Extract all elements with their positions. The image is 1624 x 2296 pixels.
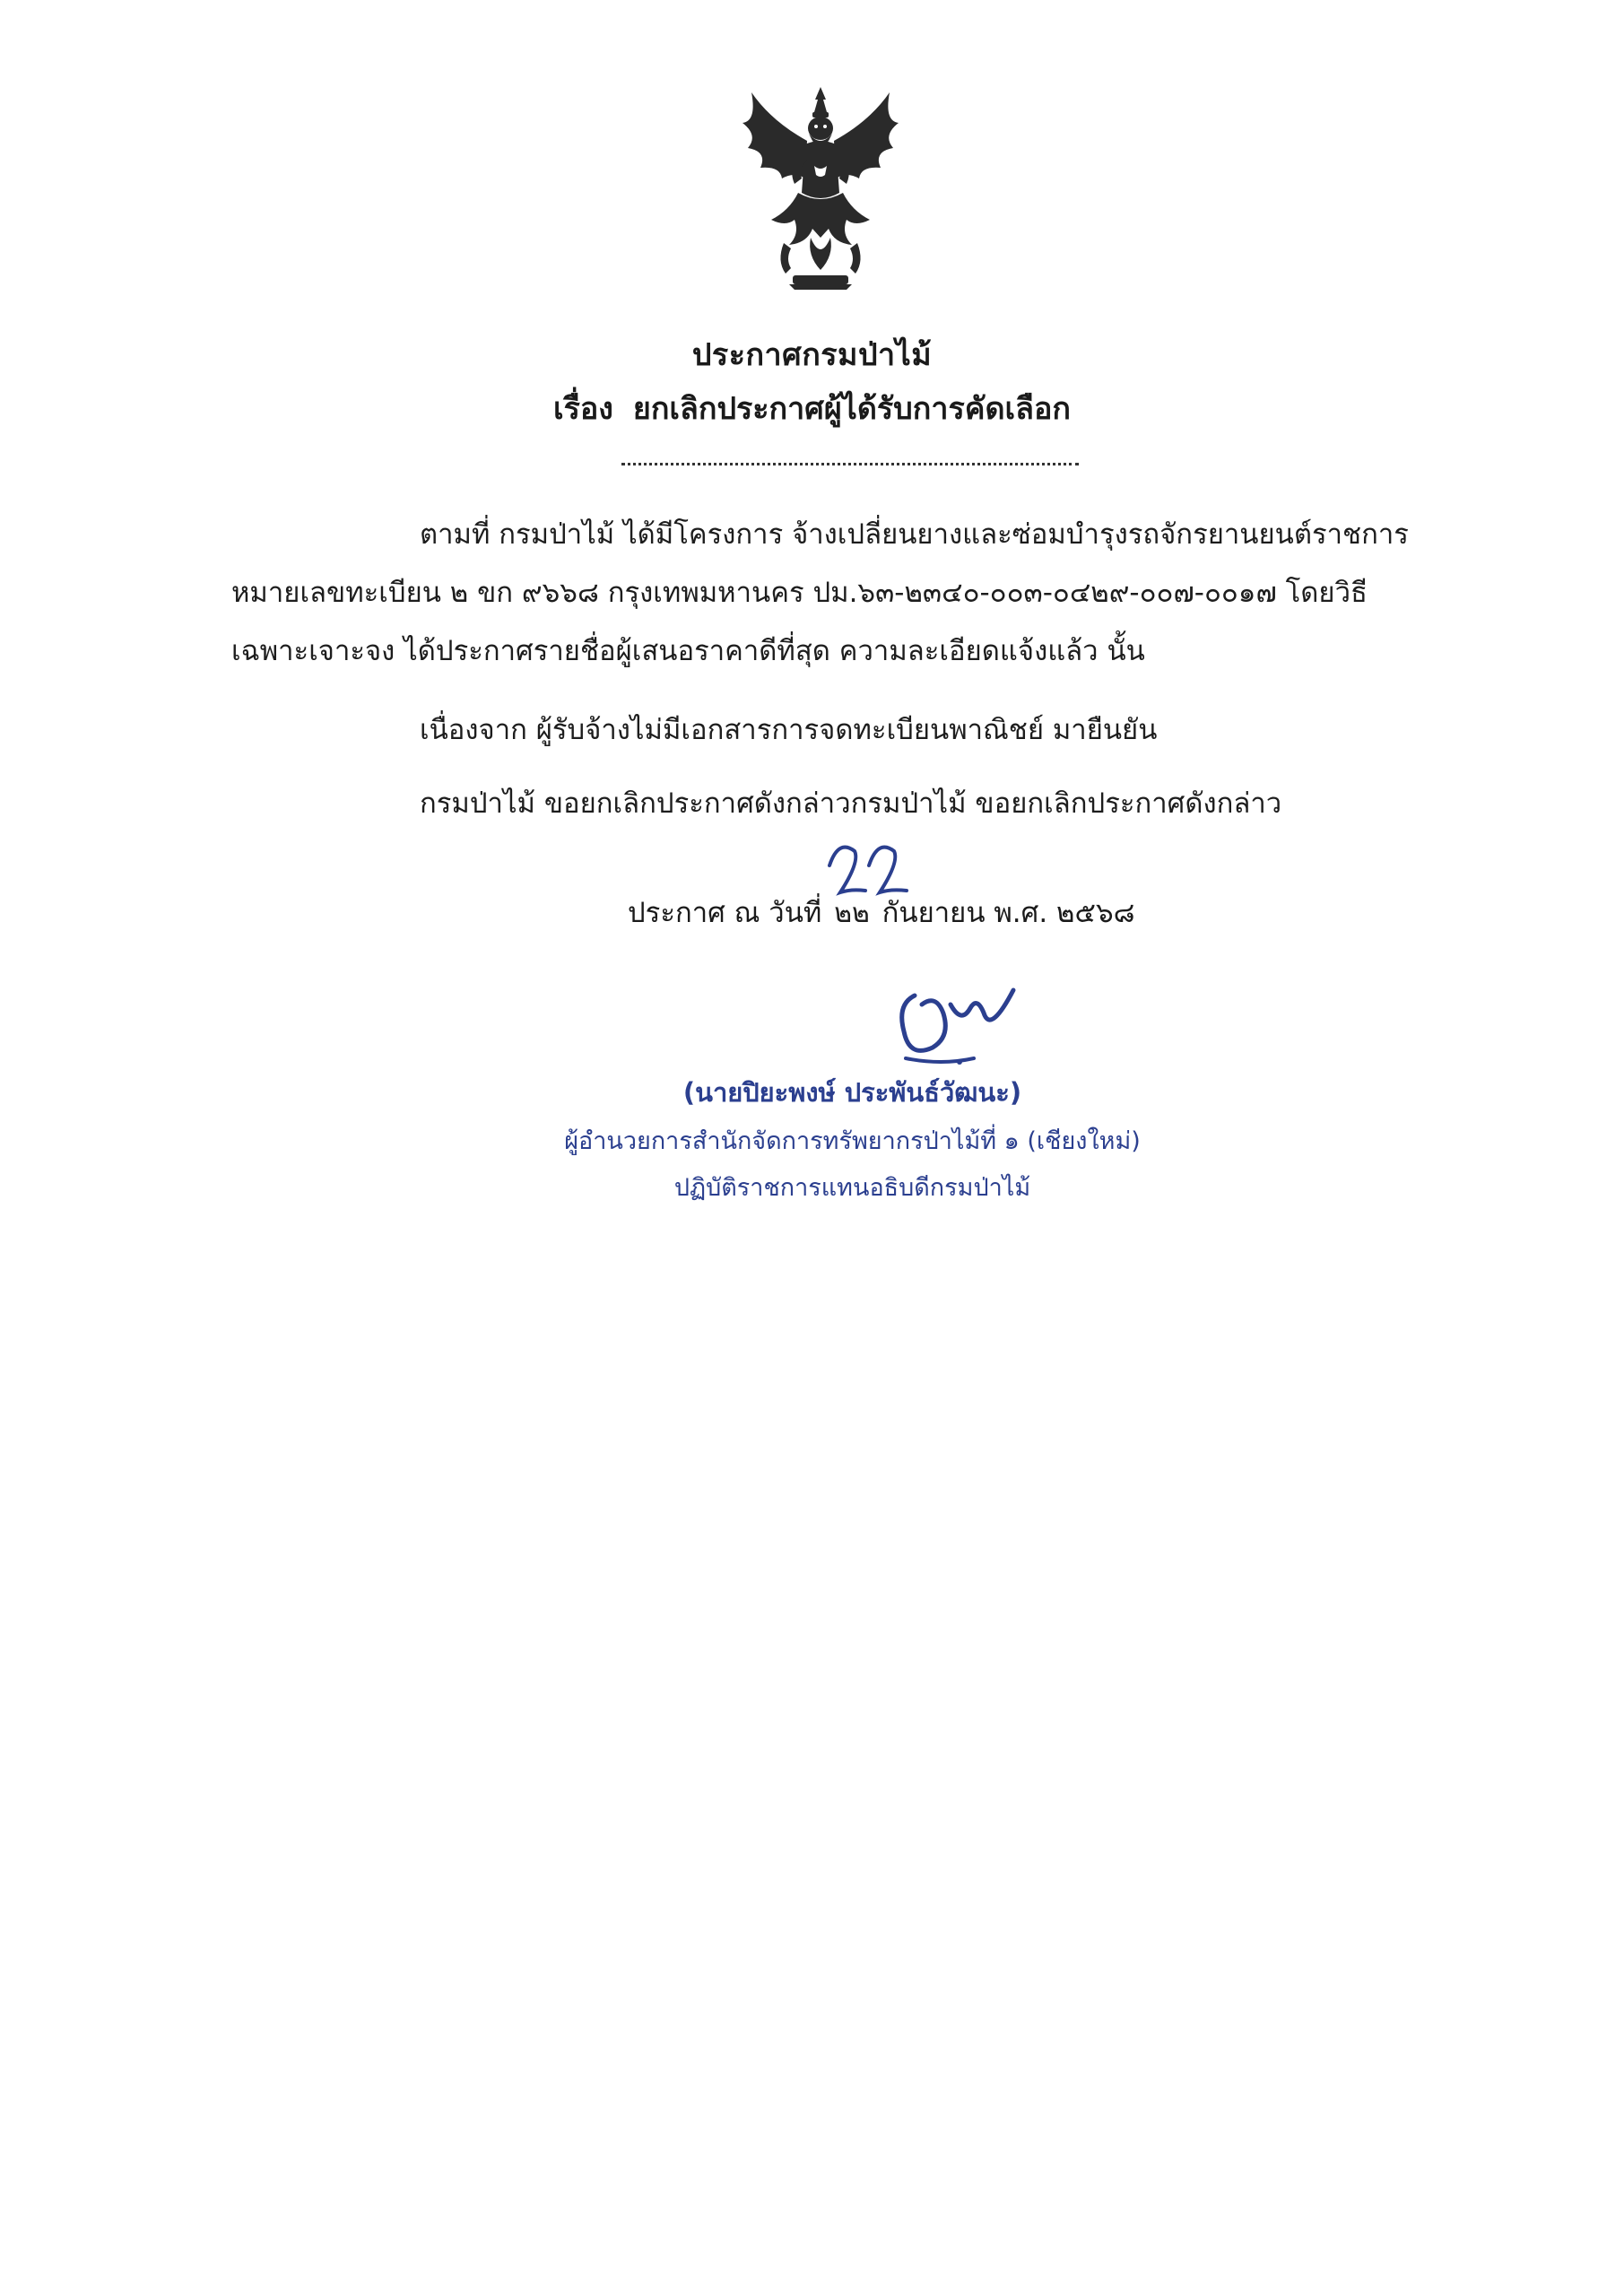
date-day: ๒๒ [834,898,870,929]
paragraph2: เนื่องจาก ผู้รับจ้างไม่มีเอกสารการจดทะเบียนพาณิชย์ มายืนยัน [420,714,1158,746]
subject-label: เรื่อง [553,391,613,427]
document-subject [0,384,1624,432]
signatory-acting: ปฏิบัติราชการแทนอธิบดีกรมป่าไม้ [673,1174,1031,1202]
date-prefix: ประกาศ ณ วันที่ [628,897,822,929]
garuda-emblem-icon [735,85,906,291]
paragraph1-line2: หมายเลขทะเบียน ๒ ขก ๙๖๖๘ กรุงเทพมหานคร ปม.๖๓-๒๓๔๐-๐๐๓-๐๔๒๙-๐๐๗-๐๐๑๗ โดยวิธี [231,577,1368,609]
handwritten-day-mark-icon [821,839,928,919]
signatory-position: ผู้อำนวยการสำนักจัดการทรัพยากรป่าไม้ที่ ๑ (เชียงใหม่) [564,1127,1141,1155]
paragraph1-line1: ตามที่ กรมป่าไม้ ได้มีโครงการ จ้างเปลี่ยนยางและซ่อมบำรุงรถจักรยานยนต์ราชการ [420,518,1409,551]
paragraph3: กรมป่าไม้ ขอยกเลิกประกาศดังกล่าวกรมป่าไม้ ขอยกเลิกประกาศดังกล่าว [420,787,1282,820]
signature-icon [888,969,1031,1076]
signatory-name: (นายปิยะพงษ์ ประพันธ์วัฒนะ) [682,1077,1022,1108]
date-suffix: กันยายน พ.ศ. ๒๕๖๘ [881,897,1135,929]
paragraph1-line3: เฉพาะเจาะจง ได้ประกาศรายชื่อผู้เสนอราคาดีที่สุด ความละเอียดแจ้งแล้ว นั้น [231,635,1145,667]
document-title: ประกาศกรมป่าไม้ [691,337,933,373]
subject-text: ยกเลิกประกาศผู้ได้รับการคัดเลือก [632,391,1071,427]
dotted-divider [621,463,1079,465]
